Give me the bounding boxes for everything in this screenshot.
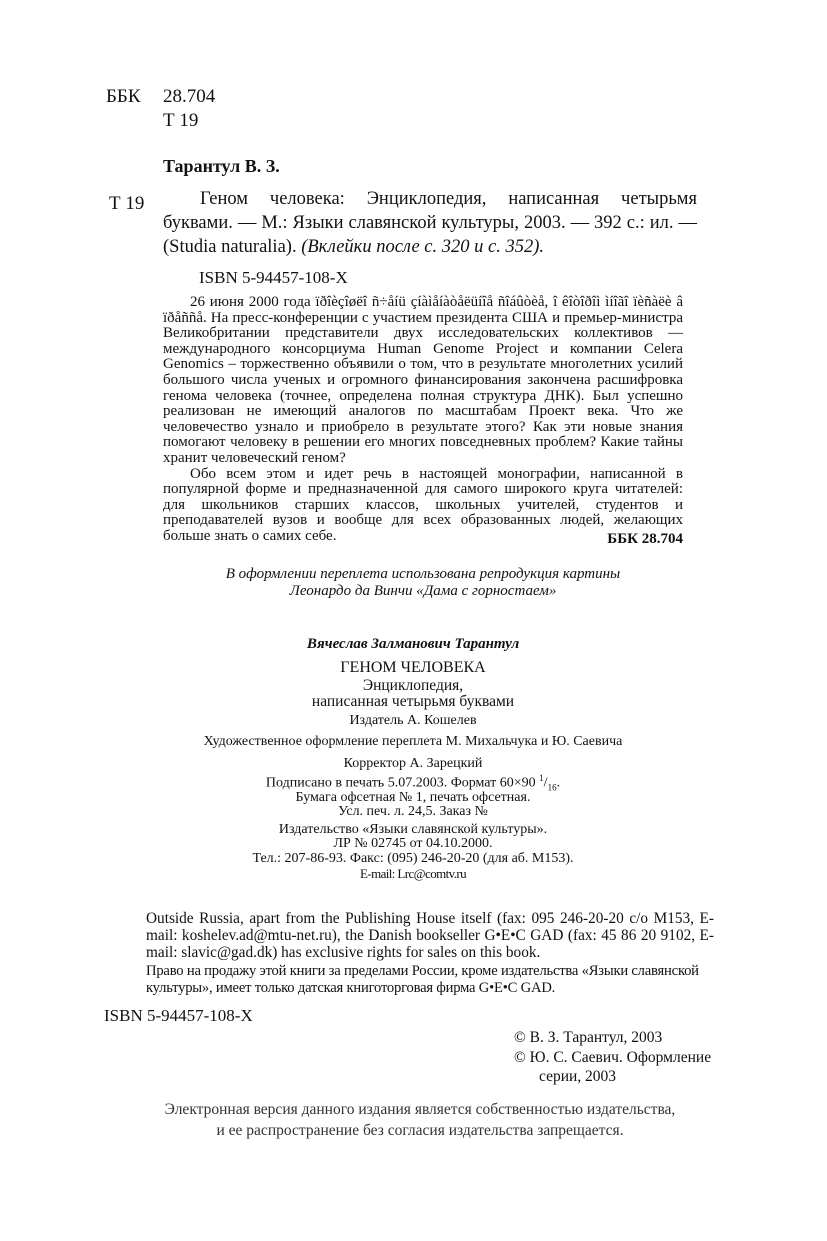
format-fraction-top: 1 bbox=[539, 773, 544, 783]
bibliographic-text: Геном человека: Энциклопедия, написанная четырьмя буквами. — М.: Языки славянской культуры, 2003. — 392 с.: ил. — (Studia naturalia). bbox=[163, 189, 697, 257]
electronic-version-notice bbox=[100, 1099, 740, 1141]
cover-note bbox=[163, 566, 683, 600]
imprint-email: E-mail: Lrc@comtv.ru bbox=[360, 866, 466, 881]
imprint-phone: Тел.: 207-86-93. Факс: (095) 246-20-20 (для аб. М153). bbox=[252, 851, 574, 866]
imprint-subtitle: написанная четырьмя буквами bbox=[311, 693, 515, 710]
imprint-signed: Подписано в печать 5.07.2003. Формат 60×90 $^1/_{16}$. bbox=[265, 773, 561, 793]
rights-notice-ru: Право на продажу этой книги за пределами России, кроме издательства «Языки славянской культуры», имеет только датская книготорговая фирма G•E•C GAD. bbox=[146, 963, 699, 996]
abstract-paragraph: Обо всем этом и идет речь в настоящей монографии, написанной в популярной форме и предназначенной для самого широкого круга читателей: для школьников старших классов, школьных учителей, студентов и преподавателей вузов и вообще для всех образованных людей, желающих больше знать о самих себе. bbox=[163, 465, 683, 544]
footer-line: и ее распространение без согласия издательства запрещается. bbox=[216, 1122, 624, 1139]
footer-line: Электронная версия данного издания является собственностью издательства, bbox=[164, 1101, 676, 1118]
imprint-license: ЛР № 02745 от 04.10.2000. bbox=[333, 836, 493, 851]
copyright-line: серии, 2003 bbox=[539, 1068, 617, 1085]
outside-russia-notice: Outside Russia, apart from the Publishing House itself (fax: 095 246-20-20 c/o M153, E-mail: koshelev.ad@mtu-net.ru), the Danish bookseller G•E•C GAD (fax: 45 86 20 9102, E-mail: slavic@gad.dk) has exclusive rights for sales on this book. bbox=[146, 910, 714, 962]
bbk-label: ББК bbox=[106, 86, 141, 107]
imprint-publisher: Издатель А. Кошелев bbox=[349, 713, 477, 728]
imprint-design: Художественное оформление переплета М. Михальчука и Ю. Саевича bbox=[203, 734, 623, 749]
bibliographic-note: (Вклейки после с. 320 и с. 352). bbox=[301, 237, 544, 257]
bbk-code: 28.704 bbox=[163, 86, 216, 107]
isbn-bottom: ISBN 5-94457-108-X bbox=[104, 1006, 253, 1025]
bibliographic-record bbox=[163, 187, 697, 259]
imprint-paper: Бумага офсетная № 1, печать офсетная. bbox=[295, 790, 531, 805]
imprint-corrector: Корректор А. Зарецкий bbox=[343, 756, 483, 771]
copyright-line: © В. З. Тарантул, 2003 bbox=[514, 1029, 663, 1046]
imprint-title: ГЕНОМ ЧЕЛОВЕКА bbox=[340, 659, 486, 676]
cover-note-line: Леонардо да Винчи «Дама с горностаем» bbox=[289, 583, 557, 599]
abstract bbox=[163, 295, 683, 545]
signed-text: Подписано в печать 5.07.2003. Формат 60×90 bbox=[265, 775, 536, 791]
imprint-author: Вячеслав Залманович Тарантул bbox=[306, 636, 520, 652]
isbn-top: ISBN 5-94457-108-X bbox=[199, 268, 348, 287]
catalog-mark: Т 19 bbox=[109, 193, 145, 214]
copyright-line: © Ю. С. Саевич. Оформление bbox=[514, 1049, 712, 1066]
imprint-house: Издательство «Языки славянской культуры». bbox=[278, 822, 548, 837]
imprint-subtitle: Энциклопедия, bbox=[362, 677, 464, 694]
format-fraction-bottom: 16 bbox=[547, 782, 557, 793]
cover-note-line: В оформлении переплета использована репродукция картины bbox=[225, 566, 621, 582]
bbk-bottom: ББК 28.704 bbox=[607, 531, 683, 547]
abstract-paragraph: 26 июня 2000 года ïðîèçîøëî ñ÷åíü çíàìåíàòåëüíîå ñîáûòèå, î êîòîðîì ìíîãî ïèñàëè â ïðåññå. На пресс-конференции с участием президента США и премьер-министра Великобритании представители двух исследовательских коллективов — международного консорциума Human Genome Project и компании Celera Genomics – торжественно объявили о том, что в результате многолетних усилий большого числа ученых и огромного финансирования закончена расшифровка генома человека (точнее, определена полная структура ДНК). Был успешно реализован не имеющий аналогов по масштабам Проект века. Что же человечество узнало и приобрело в результате этого? Как эти новые знания помогают человеку в решении его многих повседневных проблем? Какие тайны хранит человеческий геном? bbox=[163, 294, 683, 466]
author-mark: Т 19 bbox=[163, 110, 199, 131]
imprint-sheets: Усл. печ. л. 24,5. Заказ № bbox=[338, 804, 488, 819]
author-heading: Тарантул В. З. bbox=[163, 156, 280, 176]
